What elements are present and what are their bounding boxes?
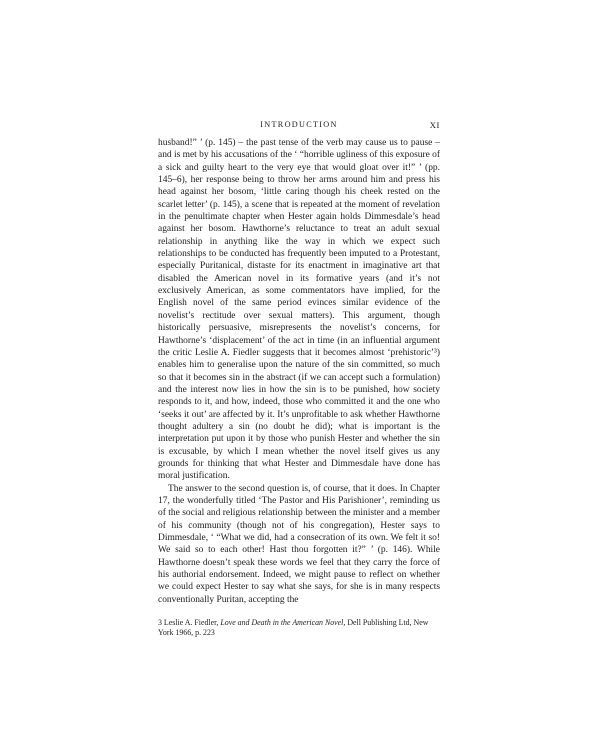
running-head (158, 120, 440, 134)
book-page (158, 120, 440, 638)
footnote-book-title: Love and Death in the American Novel (220, 618, 344, 628)
body-text (158, 137, 440, 606)
paragraph: The answer to the second question is, of course, that it does. In Chapter 17, the wonderfully titled ‘The Pastor and His Parishioner’, reminding us of the social and religious relationship between the minister and a member of his community (though not of his congregation), Hester says to Dimmesdale, ‘ “What we did, had a consecration of its own. We felt it so! We said so to each other! Hast thou forgotten it?” ’ (p. 146). While Hawthorne doesn’t speak these words we feel that they carry the force of his authorial endorsement. Indeed, we might pause to reflect on whether we could expect Hester to say what she says, for she is in many respects conventionally Puritan, accepting the (158, 483, 440, 605)
footnote-tail: , Dell Publishing Ltd, New York 1966, p. 223 (158, 618, 429, 638)
running-title: INTRODUCTION (260, 120, 338, 129)
page-number: XI (429, 120, 440, 130)
footnote (158, 618, 440, 638)
paragraph-continued: husband!” ’ (p. 145) – the past tense of the verb may cause us to pause – and is met by his accusations of the ‘ “horrible ugliness of this exposure of a sick and guilty heart to the very eye that would gloat over it!” ’ (pp. 145–6), her response being to throw her arms around him and press his head against her bosom, ‘little caring though his cheek rested on the scarlet letter’ (p. 145), a scene that is repeated at the moment of revelation in the penultimate chapter when Hester again holds Dimmesdale’s head against her bosom. Hawthorne’s reluctance to treat an adult sexual relationship in anything like the way in which we expect such relationships to be conducted has frequently been imputed to a Protestant, especially Puritanical, distaste for its enactment in imaginative art that disabled the American novel in its formative years (and it’s not exclusively American, as some commentators have implied, for the English novel of the same period evinces similar evidence of the novelist’s rectitude over sexual matters). This argument, though historically persuasive, misrepresents the novelist’s concerns, for Hawthorne’s ‘displacement’ of the act in time (in an influential argument the critic Leslie A. Fiedler suggests that it becomes almost ‘prehistoric’³) enables him to generalise upon the nature of the sin committed, so much so that it becomes sin in the abstract (if we can accept such a formulation) and the interest now lies in how the sin is to be punished, how society responds to it, and how, indeed, those who committed it and the one who ‘seeks it out’ are affected by it. It’s unprofitable to ask whether Hawthorne thought adultery a sin (no doubt he did); what is important is the interpretation put upon it by those who punish Hester and whether the sin is excusable, by which I mean whether the novel itself gives us any grounds for thinking that what Hester and Dimmesdale have done has moral justification. (158, 138, 441, 482)
footnote-lead: 3 Leslie A. Fiedler, (158, 618, 221, 628)
